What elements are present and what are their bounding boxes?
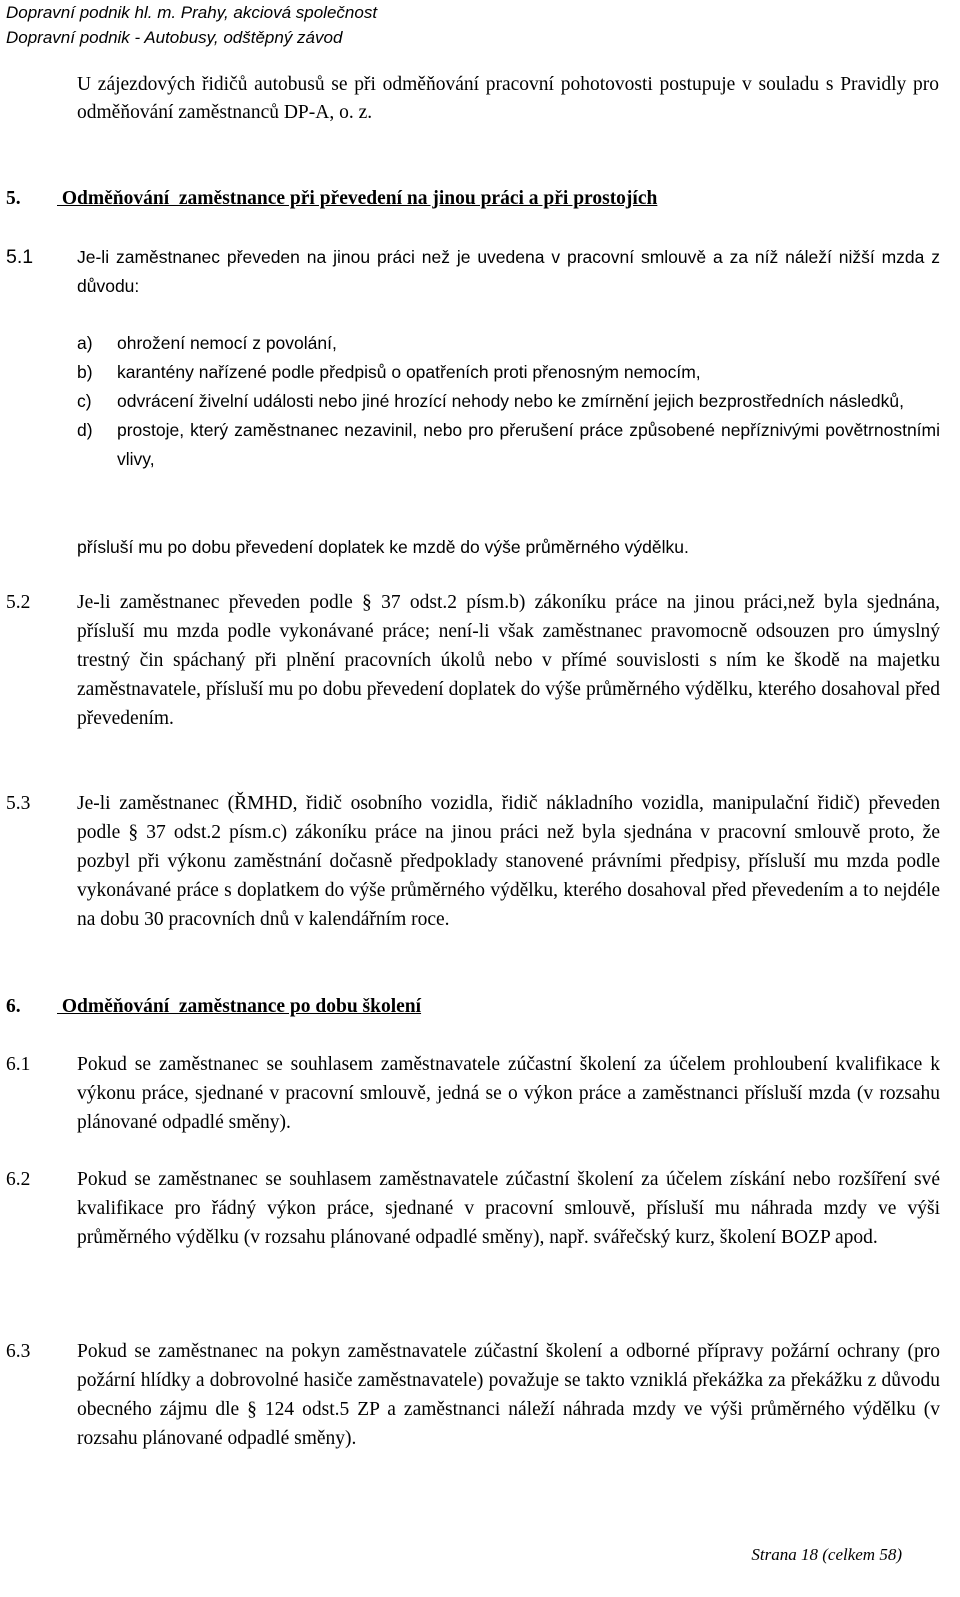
reason-list [77, 329, 940, 474]
list-item-text: prostoje, který zaměstnanec nezavinil, nebo pro přerušení práce způsobené nepříznivými povětrnostními vlivy, [117, 420, 940, 469]
list-item-label: a) [77, 333, 93, 353]
list-item-label: c) [77, 391, 92, 411]
section-6-heading [6, 993, 421, 1021]
paragraph-6-1 [6, 1051, 940, 1138]
list-item-label: d) [77, 420, 93, 440]
section-5-heading [6, 185, 657, 213]
list-item [77, 387, 940, 416]
list-item-text: karantény nařízené podle předpisů o opatřeních proti přenosným nemocím, [117, 362, 701, 382]
paragraph-6-1-number: 6.1 [6, 1054, 31, 1075]
paragraph-5-3 [6, 790, 940, 935]
paragraph-5-1 [6, 243, 940, 301]
list-item-text: odvrácení živelní události nebo jiné hrozící nehody nebo ke zmírnění jejich bezprostředních následků, [117, 391, 904, 411]
page-number: Strana 18 (celkem 58) [751, 1545, 902, 1564]
section-6-title: Odměňování zaměstnance po dobu školení [57, 996, 422, 1017]
paragraph-6-2 [6, 1166, 940, 1253]
paragraph-5-2 [6, 589, 940, 734]
list-item-label: b) [77, 362, 93, 382]
paragraph-6-3-number: 6.3 [6, 1341, 31, 1362]
paragraph-6-3 [6, 1338, 940, 1454]
paragraph-6-3-text: Pokud se zaměstnanec na pokyn zaměstnavatele zúčastní školení a odborné přípravy požární ochrany (pro požární hlídky a dobrovolné hasiče zaměstnavatele) považuje se takto vzniklá překážka za překážku z důvodu obecného zájmu dle § 124 odst.5 ZP a zaměstnanci náleží náhrada mzdy ve výši průměrného výdělku (v rozsahu plánované odpadlé směny). [77, 1341, 940, 1449]
paragraph-5-1-number: 5.1 [6, 246, 34, 268]
division-name: Dopravní podnik - Autobusy, odštěpný závod [6, 28, 343, 47]
section-5-title: Odměňování zaměstnance při převedení na jinou práci a při prostojích [57, 188, 658, 209]
paragraph-6-2-number: 6.2 [6, 1169, 31, 1190]
paragraph-5-2-number: 5.2 [6, 592, 31, 613]
paragraph-6-1-text: Pokud se zaměstnanec se souhlasem zaměstnavatele zúčastní školení za účelem prohloubení kvalifikace k výkonu práce, sjednané v pracovní smlouvě, jedná se o výkon práce a zaměstnanci přísluší mzda (v rozsahu plánované odpadlé směny). [77, 1054, 940, 1133]
paragraph-5-1-text: Je-li zaměstnanec převeden na jinou práci než je uvedena v pracovní smlouvě a za níž náleží nižší mzda z důvodu: [77, 247, 940, 296]
intro-paragraph: U zájezdových řidičů autobusů se při odměňování pracovní pohotovosti postupuje v souladu s Pravidly pro odměňování zaměstnanců DP-A, o. z. [77, 74, 939, 123]
summary-text: přísluší mu po dobu převedení doplatek ke mzdě do výše průměrného výdělku. [77, 537, 689, 557]
paragraph-5-3-text: Je-li zaměstnanec (ŘMHD, řidič osobního vozidla, řidič nákladního vozidla, manipulační řidič) převeden podle § 37 odst.2 písm.c) zákoníku práce na jinou práci než byla sjednána v pracovní smlouvě proto, že pozbyl při výkonu zaměstnání dočasně předpoklady stanovené právními předpisy, přísluší mu mzda podle vykonávané práce s doplatkem do výše průměrného výdělku, kterého dosahoval před převedením a to nejdéle na dobu 30 pracovních dnů v kalendářním roce. [77, 793, 940, 930]
section-5-number: 5. [6, 188, 21, 209]
section-6-number: 6. [6, 996, 21, 1017]
document-header [6, 0, 377, 50]
paragraph-5-2-text: Je-li zaměstnanec převeden podle § 37 odst.2 písm.b) zákoníku práce na jinou práci,než byla sjednána, přísluší mu mzda podle vykonávané práce; není-li však zaměstnanec pravomocně odsouzen pro úmyslný trestný čin spáchaný při plnění pracovních úkolů nebo v přímé souvislosti s ním ke škodě na majetku zaměstnavatele, přísluší mu po dobu převedení doplatek do výše průměrného výdělku, kterého dosahoval před převedením. [77, 592, 940, 729]
paragraph-6-2-text: Pokud se zaměstnanec se souhlasem zaměstnavatele zúčastní školení za účelem získání nebo rozšíření své kvalifikace pro řádný výkon práce, sjednané v pracovní smlouvě, přísluší mu náhrada mzdy ve výši průměrného výdělku (v rozsahu plánované odpadlé směny), např. svářečský kurz, školení BOZP apod. [77, 1169, 940, 1248]
company-name: Dopravní podnik hl. m. Prahy, akciová společnost [6, 3, 378, 22]
list-item [77, 416, 940, 474]
list-item [77, 358, 940, 387]
paragraph-5-3-number: 5.3 [6, 793, 31, 814]
list-item-text: ohrožení nemocí z povolání, [117, 333, 337, 353]
list-item [77, 329, 940, 358]
